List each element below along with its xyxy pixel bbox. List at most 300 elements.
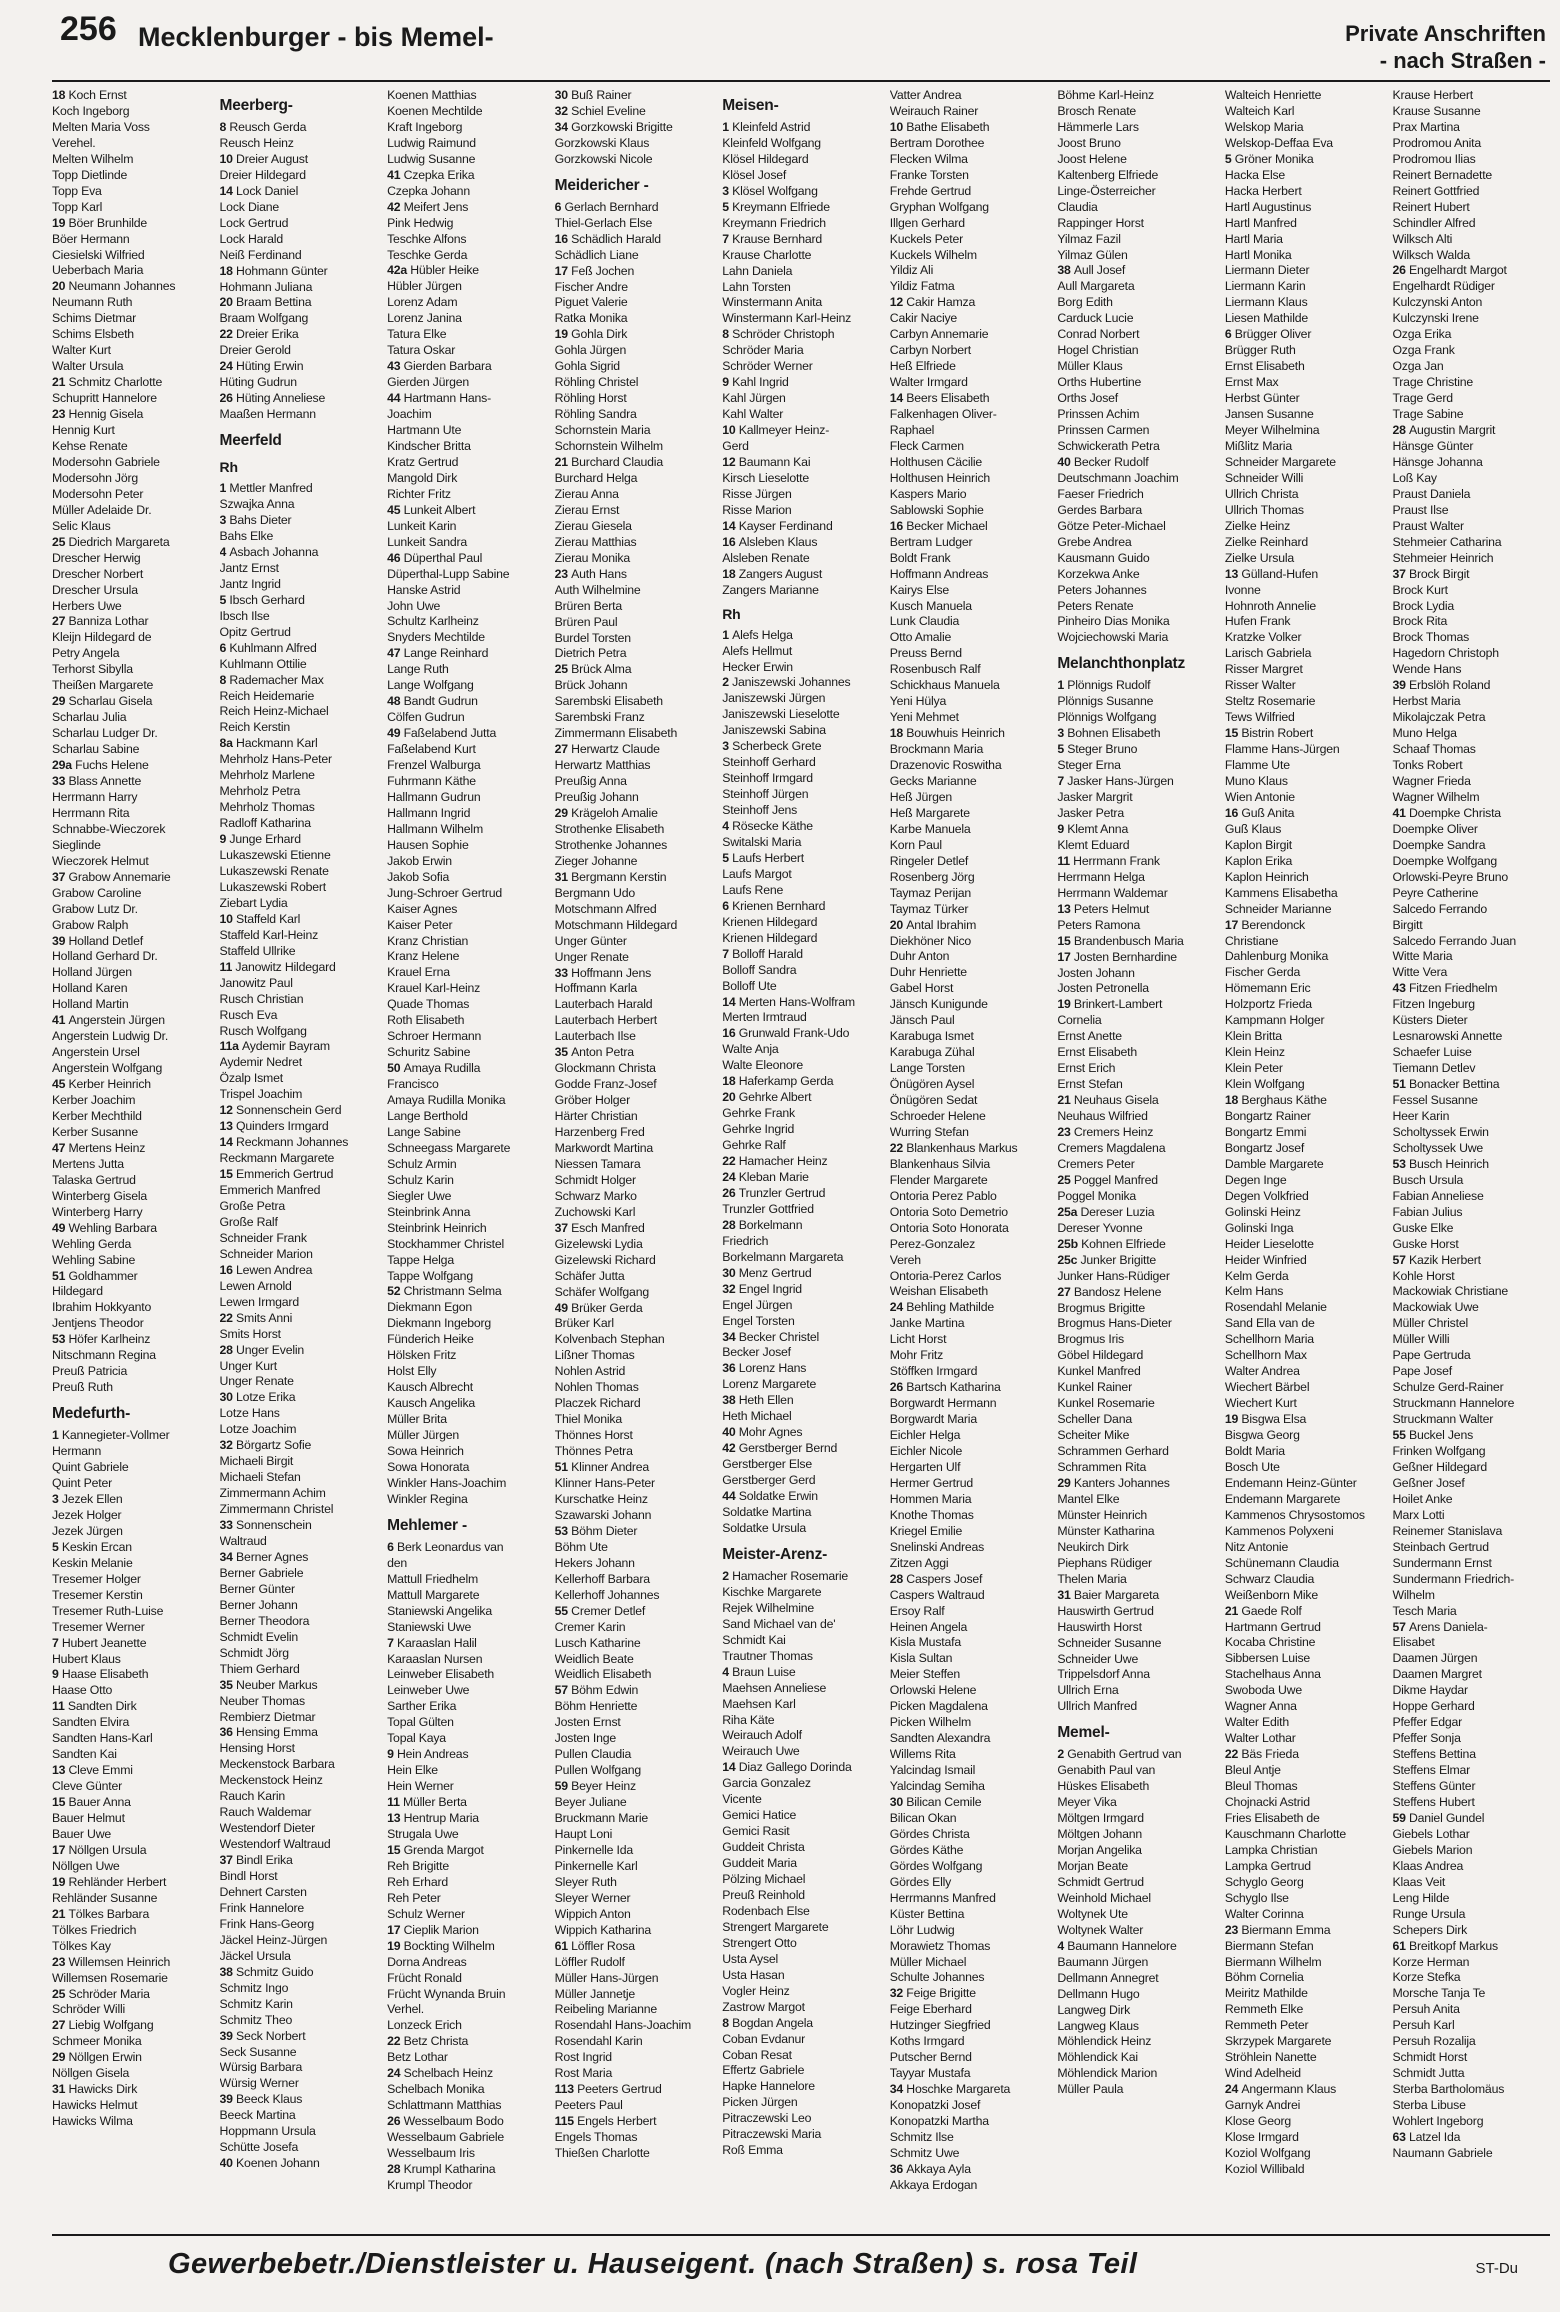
resident-entry (722, 2063, 882, 2079)
resident-name: Walter Andrea (1224, 1364, 1300, 1379)
resident-name: Mertens Jutta (52, 1156, 124, 1171)
resident-name: Kelm Gerda (1224, 1268, 1289, 1283)
resident-entry (890, 886, 1050, 902)
resident-name: Grunwald Frank-Udo (738, 1026, 850, 1041)
resident-name: Koenen Matthias (387, 88, 477, 102)
footer-code: ST-Du (1475, 2260, 1518, 2277)
resident-name: Laufs Margot (722, 866, 792, 881)
resident-entry (387, 1987, 547, 2003)
resident-name: Zierau Ernst (554, 502, 620, 517)
house-number: 36 (219, 1725, 237, 1740)
house-number: 22 (1224, 1747, 1242, 1762)
resident-name: Ontoria Perez Pablo (889, 1188, 997, 1203)
resident-name: Stockhammer Christel (387, 1236, 505, 1251)
resident-entry (220, 1662, 380, 1678)
resident-name: Bertram Dorothee (889, 135, 985, 150)
resident-name: Conrad Norbert (1057, 327, 1140, 342)
resident-name: Holthusen Heinrich (889, 470, 991, 485)
resident-name: Krienen Hildegard (722, 930, 818, 945)
resident-name: Schultz Karlheinz (387, 614, 479, 629)
resident-name: Lotze Erika (236, 1390, 296, 1405)
resident-entry (52, 1492, 212, 1508)
resident-entry (387, 790, 547, 806)
resident-entry (52, 248, 212, 264)
resident-entry (220, 200, 380, 216)
resident-entry (220, 944, 380, 960)
resident-entry (1392, 1284, 1552, 1300)
resident-entry (1057, 1396, 1217, 1412)
resident-entry (890, 1891, 1050, 1907)
resident-name: Schornstein Maria (554, 423, 651, 438)
resident-entry (387, 774, 547, 790)
resident-entry (555, 1779, 715, 1795)
resident-entry (1057, 1620, 1217, 1636)
resident-entry (722, 1920, 882, 1936)
resident-entry (1057, 1763, 1217, 1779)
resident-name: Möltgen Irmgard (1057, 1811, 1144, 1826)
resident-entry (1225, 184, 1385, 200)
resident-entry (890, 1827, 1050, 1843)
resident-name: Lahn Daniela (722, 263, 793, 278)
resident-name: Waltraud (219, 1534, 267, 1549)
resident-entry (1225, 248, 1385, 264)
resident-name: Larisch Gabriela (1224, 646, 1312, 661)
resident-name: Lange Wolfgang (387, 678, 474, 693)
resident-name: Nohlen Astrid (554, 1364, 626, 1379)
resident-entry (1225, 535, 1385, 551)
resident-name: Winstermann Anita (722, 295, 823, 310)
resident-entry (1392, 710, 1552, 726)
house-number: 17 (1057, 949, 1074, 964)
resident-name: Hömemann Eric (1224, 981, 1311, 996)
house-number: 32 (889, 1986, 907, 2001)
resident-entry (555, 822, 715, 838)
house-number: 16 (1224, 805, 1242, 820)
resident-name: Ströhlein Nanette (1224, 2050, 1317, 2065)
resident-name: Garcia Gonzalez (722, 1776, 811, 1791)
resident-name: Carbyn Annemarie (889, 327, 989, 342)
resident-entry (52, 391, 212, 407)
resident-name: Tatura Elke (387, 327, 447, 342)
resident-name: Neuber Thomas (219, 1693, 305, 1708)
resident-entry (722, 723, 882, 739)
resident-name: Steinhoff Jürgen (722, 787, 809, 802)
resident-entry (1392, 1125, 1552, 1141)
resident-entry (1392, 630, 1552, 646)
resident-entry (1057, 2082, 1217, 2098)
resident-name: Jänsch Paul (889, 1013, 955, 1028)
resident-entry (722, 1457, 882, 1473)
house-number: 39 (1392, 678, 1409, 693)
resident-name: Schims Elsbeth (52, 327, 134, 342)
resident-name: Braam Bettina (236, 295, 312, 310)
resident-name: Struckmann Walter (1392, 1412, 1494, 1427)
resident-name: Kaplon Erika (1224, 853, 1293, 868)
resident-entry (220, 1630, 380, 1646)
resident-name: Aull Margareta (1057, 279, 1135, 294)
resident-name: Bilican Cemile (906, 1794, 982, 1809)
resident-entry (1225, 2114, 1385, 2130)
resident-entry (1392, 343, 1552, 359)
resident-entry (220, 928, 380, 944)
resident-name: Erbslöh Roland (1408, 678, 1491, 693)
resident-name: Zierau Monika (554, 550, 630, 565)
resident-entry (1057, 1285, 1217, 1301)
resident-entry (52, 1237, 212, 1253)
resident-entry (1057, 1843, 1217, 1859)
resident-name: Meier Steffen (889, 1667, 961, 1682)
resident-entry (890, 630, 1050, 646)
resident-entry (890, 1683, 1050, 1699)
resident-entry (1392, 2130, 1552, 2146)
resident-entry (1225, 838, 1385, 854)
house-number: 8 (219, 120, 230, 134)
resident-entry (52, 168, 212, 184)
resident-entry (1392, 886, 1552, 902)
resident-entry (387, 1157, 547, 1173)
resident-name: Sablowski Sophie (889, 502, 984, 517)
resident-entry (1392, 168, 1552, 184)
resident-name: Schwarz Marko (554, 1188, 637, 1203)
resident-entry (52, 838, 212, 854)
resident-name: Walte Eleonore (722, 1058, 804, 1073)
resident-name: Snelinski Andreas (889, 1539, 985, 1554)
resident-entry (890, 1508, 1050, 1524)
resident-entry (220, 184, 380, 200)
resident-name: Yeni Hülya (889, 694, 947, 709)
resident-entry (722, 1425, 882, 1441)
resident-entry (220, 120, 380, 136)
resident-entry (1057, 1205, 1217, 1221)
resident-entry (220, 1933, 380, 1949)
resident-name: Gerstberger Bernd (738, 1441, 838, 1456)
resident-name: Wind Adelheid (1224, 2066, 1301, 2081)
house-number: 32 (722, 1281, 739, 1296)
resident-name: Baumann Jürgen (1057, 1954, 1149, 1969)
resident-name: Fleck Carmen (889, 438, 964, 453)
resident-entry (52, 1652, 212, 1668)
district-label: Rh (219, 459, 238, 476)
house-number: 29 (554, 805, 572, 820)
resident-entry (1057, 966, 1217, 982)
resident-name: Bosch Ute (1224, 1459, 1280, 1474)
resident-entry (387, 710, 547, 726)
resident-entry (220, 976, 380, 992)
house-number: 42 (387, 199, 404, 214)
resident-name: Pink Hedwig (387, 215, 454, 230)
resident-name: Holland Martin (52, 997, 129, 1012)
resident-entry (555, 232, 715, 248)
resident-name: Borgwardt Hermann (889, 1396, 997, 1411)
resident-name: Lock Diane (219, 199, 280, 214)
resident-entry (890, 1205, 1050, 1221)
resident-entry (1392, 1715, 1552, 1731)
house-number: 27 (52, 614, 69, 629)
resident-name: Scharlau Gisela (68, 694, 153, 709)
resident-name: Mattull Friedhelm (387, 1571, 479, 1586)
resident-entry (555, 439, 715, 455)
resident-entry (890, 1141, 1050, 1157)
resident-entry (387, 1237, 547, 1253)
resident-entry (1225, 1859, 1385, 1875)
resident-name: Koch Ingeborg (52, 103, 130, 118)
resident-entry (1057, 1636, 1217, 1652)
resident-entry (890, 1635, 1050, 1651)
resident-entry (555, 1364, 715, 1380)
resident-entry (1225, 1428, 1385, 1444)
resident-name: Maaßen Hermann (219, 407, 316, 422)
resident-entry (555, 1747, 715, 1763)
resident-name: Brosch Renate (1057, 103, 1137, 118)
resident-entry (890, 614, 1050, 630)
resident-name: Lange Sabine (387, 1124, 461, 1139)
resident-entry (387, 535, 547, 551)
resident-name: Rehländer Susanne (52, 1890, 158, 1905)
resident-name: Hölsken Fritz (387, 1348, 457, 1363)
resident-entry (890, 790, 1050, 806)
house-number: 9 (1057, 821, 1068, 836)
resident-name: Quint Peter (52, 1476, 112, 1491)
resident-entry (555, 758, 715, 774)
resident-name: Önügören Aysel (889, 1077, 975, 1092)
resident-name: Gehrke Ralf (722, 1138, 786, 1153)
resident-entry (890, 1667, 1050, 1683)
resident-name: Gerlach Bernhard (564, 199, 659, 214)
resident-name: Winkler Regina (387, 1491, 468, 1506)
resident-name: Burchard Helga (554, 470, 638, 485)
resident-name: Lunkeit Sandra (387, 534, 468, 549)
resident-name: Unger Günter (554, 933, 627, 948)
resident-name: Harzenberg Fred (554, 1125, 645, 1140)
resident-name: Weinhold Michael (1057, 1890, 1151, 1905)
resident-entry (1225, 311, 1385, 327)
resident-name: Hensing Emma (236, 1725, 318, 1740)
resident-name: Plönnigs Wolfgang (1057, 710, 1157, 725)
resident-entry (220, 561, 380, 577)
resident-name: Kerber Mechthild (52, 1109, 142, 1123)
house-number: 15 (52, 1795, 69, 1810)
resident-entry (555, 1572, 715, 1588)
resident-entry (1057, 1237, 1217, 1253)
resident-name: Steffens Elmar (1392, 1763, 1471, 1778)
resident-name: Fuchs Helene (75, 758, 149, 773)
house-number: 32 (554, 103, 572, 118)
resident-name: Gecks Marianne (889, 773, 977, 788)
resident-name: Mettler Manfred (229, 481, 313, 496)
resident-name: Küster Bettina (889, 1906, 965, 1921)
resident-entry (387, 503, 547, 519)
resident-entry (387, 120, 547, 136)
resident-name: Kaspers Mario (889, 486, 967, 501)
resident-name: Koenen Johann (236, 2156, 320, 2171)
resident-entry (722, 1601, 882, 1617)
resident-entry (1057, 1875, 1217, 1891)
resident-entry (1057, 232, 1217, 248)
house-number: 10 (722, 423, 739, 438)
resident-entry (555, 1683, 715, 1699)
resident-entry (1225, 583, 1385, 599)
resident-entry (555, 583, 715, 599)
resident-name: Meyer Vika (1057, 1795, 1117, 1810)
resident-name: Drazenovic Roswitha (889, 758, 1002, 773)
resident-name: Brogmus Iris (1057, 1332, 1124, 1347)
resident-name: Liermann Dieter (1224, 263, 1310, 278)
street-heading: Mehlemer - (387, 1516, 467, 1534)
resident-name: Mattull Margarete (387, 1587, 480, 1602)
resident-entry (220, 1183, 380, 1199)
resident-name: Stöffken Irmgard (889, 1364, 978, 1379)
resident-entry (387, 1620, 547, 1636)
resident-name: Czepka Erika (403, 167, 475, 182)
resident-entry (220, 1757, 380, 1773)
resident-name: Yeni Mehmet (889, 710, 959, 725)
resident-entry (387, 934, 547, 950)
resident-entry (52, 2002, 212, 2018)
house-number: 6 (219, 640, 230, 655)
resident-entry (220, 2076, 380, 2092)
resident-name: Cakir Naciye (889, 311, 958, 326)
resident-name: Asbach Johanna (229, 544, 319, 559)
resident-name: Brockmann Maria (889, 742, 984, 757)
resident-entry (52, 981, 212, 997)
resident-entry (1057, 2034, 1217, 2050)
resident-entry (52, 646, 212, 662)
resident-entry (1392, 1939, 1552, 1955)
resident-entry (387, 902, 547, 918)
resident-entry (890, 1396, 1050, 1412)
resident-entry (1225, 726, 1385, 742)
resident-entry (890, 1316, 1050, 1332)
resident-entry (555, 471, 715, 487)
resident-name: Plönnigs Susanne (1057, 694, 1154, 709)
resident-entry (220, 529, 380, 545)
resident-name: Lewen Arnold (219, 1278, 292, 1293)
resident-entry (890, 487, 1050, 503)
resident-name: Schulze Gerd-Rainer (1392, 1380, 1504, 1395)
resident-name: Zangers August (738, 566, 823, 581)
resident-name: Stehmeier Heinrich (1392, 550, 1494, 565)
resident-entry (1225, 806, 1385, 822)
resident-name: Picken Wilhelm (889, 1715, 972, 1730)
resident-name: Lusch Katharine (554, 1635, 641, 1650)
resident-name: Kellerhoff Johannes (554, 1587, 660, 1602)
resident-name: Peters Renate (1057, 598, 1134, 613)
resident-entry (890, 949, 1050, 965)
house-number: 14 (722, 994, 739, 1009)
resident-name: Reh Erhard (387, 1874, 448, 1889)
resident-entry (1225, 279, 1385, 295)
resident-entry (52, 88, 212, 104)
resident-name: Motschmann Hildegard (554, 917, 678, 932)
resident-name: Hildegard (52, 1284, 103, 1299)
resident-entry (1057, 1699, 1217, 1715)
resident-entry (387, 375, 547, 391)
house-number: 25 (554, 662, 572, 677)
house-number: 30 (554, 88, 572, 102)
resident-name: Nöllgen Uwe (52, 1858, 120, 1873)
resident-name: Önügören Sedat (889, 1093, 978, 1108)
resident-entry (1392, 519, 1552, 535)
resident-name: Jasker Margrit (1057, 790, 1133, 805)
resident-entry (555, 997, 715, 1013)
resident-name: Klinner Hans-Peter (554, 1476, 655, 1491)
resident-entry (52, 2018, 212, 2034)
resident-name: Westendorf Dieter (219, 1821, 316, 1836)
resident-name: Reich Heinz-Michael (219, 704, 329, 719)
directory-column (890, 88, 1050, 2230)
resident-entry (1392, 551, 1552, 567)
resident-entry (1225, 1715, 1385, 1731)
resident-name: Neiß Ferdinand (219, 247, 302, 262)
resident-name: Illgen Gerhard (889, 215, 965, 230)
resident-entry (1225, 2098, 1385, 2114)
house-number: 53 (554, 1523, 572, 1538)
house-number: 39 (219, 2092, 237, 2107)
house-number: 19 (554, 327, 572, 342)
resident-entry (387, 407, 547, 423)
resident-entry (1057, 327, 1217, 343)
resident-name: Yalcindag Ismail (889, 1763, 976, 1778)
resident-name: Kraft Ingeborg (387, 119, 463, 134)
resident-name: Frücht Ronald (387, 1970, 462, 1985)
resident-entry (220, 327, 380, 343)
resident-entry (555, 1859, 715, 1875)
resident-name: Heth Michael (722, 1409, 792, 1424)
resident-name: Hamacher Rosemarie (732, 1568, 849, 1583)
resident-entry (1057, 758, 1217, 774)
resident-entry (890, 1572, 1050, 1588)
resident-name: Meiritz Mathilde (1224, 1986, 1308, 2001)
resident-name: Klösel Josef (722, 167, 787, 182)
resident-entry (1225, 1811, 1385, 1827)
resident-entry (387, 2130, 547, 2146)
resident-name: Hohmann Günter (236, 263, 328, 278)
resident-entry (52, 1572, 212, 1588)
resident-entry (1225, 678, 1385, 694)
resident-entry (220, 1614, 380, 1630)
resident-entry (220, 481, 380, 497)
resident-entry (387, 1715, 547, 1731)
resident-name: Dellmann Hugo (1057, 1986, 1140, 2001)
resident-name: Schäfer Jutta (554, 1268, 625, 1283)
resident-entry (52, 1987, 212, 2003)
house-number: 20 (722, 1090, 739, 1105)
resident-name: Frücht Wynanda Bruin (387, 1986, 506, 2001)
resident-entry (1392, 981, 1552, 997)
resident-entry (52, 152, 212, 168)
resident-entry (387, 152, 547, 168)
resident-name: Thießen Charlotte (554, 2146, 650, 2161)
resident-entry (555, 774, 715, 790)
resident-entry (387, 886, 547, 902)
resident-name: Bertram Ludger (889, 534, 973, 549)
resident-name: Bongartz Emmi (1224, 1124, 1307, 1139)
resident-entry (387, 2066, 547, 2082)
resident-name: Pullen Claudia (554, 1747, 632, 1762)
resident-entry (1057, 1572, 1217, 1588)
resident-entry (387, 1428, 547, 1444)
resident-entry (1392, 1572, 1552, 1588)
resident-entry (555, 1907, 715, 1923)
resident-entry (722, 707, 882, 723)
resident-name: Kranz Christian (387, 933, 469, 948)
resident-name: Mehrholz Thomas (219, 800, 315, 815)
resident-name: Ernst Max (1224, 375, 1279, 390)
resident-name: Diekhöner Nico (889, 933, 972, 948)
resident-name: Bongartz Rainer (1224, 1109, 1311, 1123)
resident-entry (1225, 1253, 1385, 1269)
resident-entry (387, 630, 547, 646)
